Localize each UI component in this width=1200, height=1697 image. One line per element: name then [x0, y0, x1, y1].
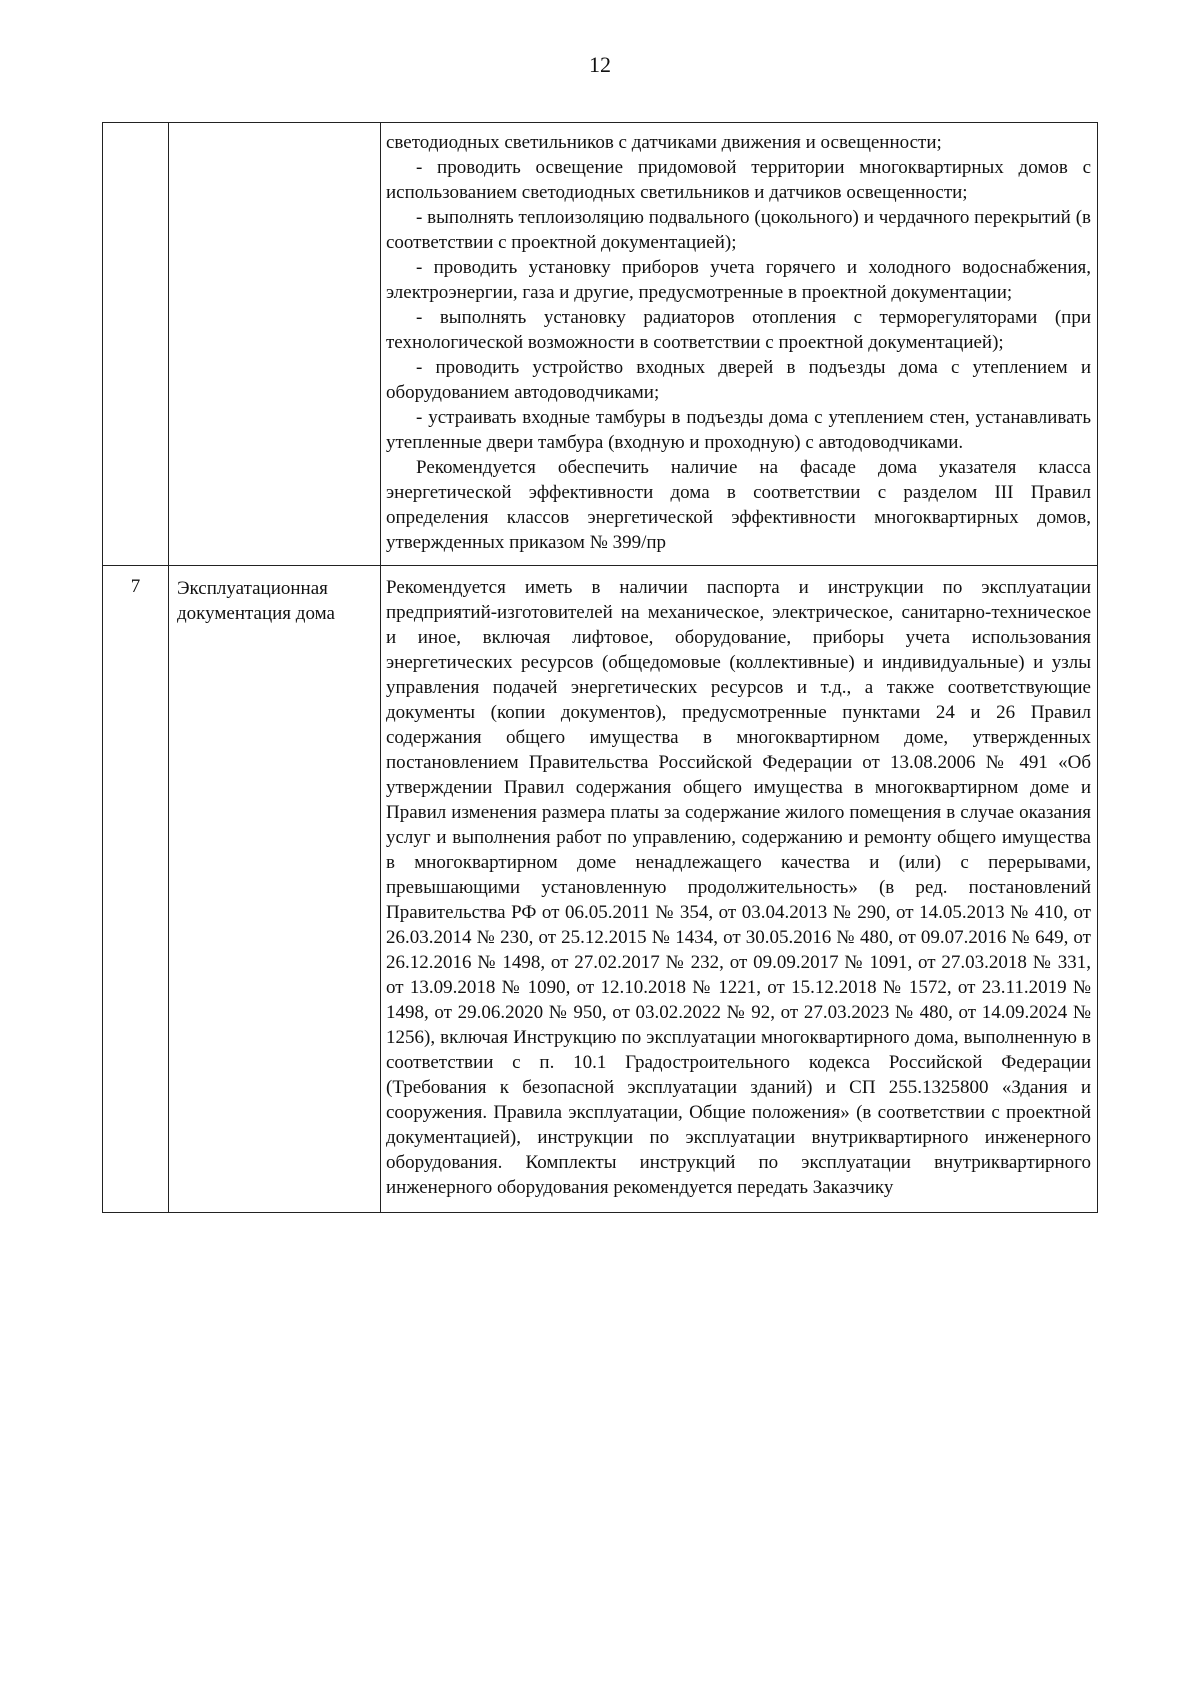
row-text-cell: [381, 566, 1098, 1213]
requirements-table: [102, 122, 1098, 1213]
list-item: - устраивать входные тамбуры в подъезды дома с утеплением стен, устанавливать утепленные двери тамбура (входную и проходную) с автодоводчиками.: [386, 407, 1091, 453]
table-row: [103, 566, 1098, 1213]
list-item: - проводить устройство входных дверей в подъезды дома с утеплением и оборудованием автодоводчиками;: [386, 357, 1091, 403]
list-item: - проводить освещение придомовой территории многоквартирных домов с использованием светодиодных светильников и датчиков освещенности;: [386, 157, 1091, 203]
paragraph: Рекомендуется иметь в наличии паспорта и инструкции по эксплуатации предприятий-изготовителей на механическое, электрическое, санитарно-техническое и иное, включая лифтовое, оборудование, приборы учета использования энергетических ресурсов (общедомовые (коллективные) и индивидуальные) и узлы управления подачей энергетических ресурсов и т.д., а также соответствующие документы (копии документов), предусмотренные пунктами 24 и 26 Правил содержания общего имущества в многоквартирном доме, утвержденных постановлением Правительства Российской Федерации от 13.08.2006 № 491 «Об утверждении Правил содержания общего имущества в многоквартирном доме и Правил изменения размера платы за содержание жилого помещения в случае оказания услуг и выполнения работ по управлению, содержанию и ремонту общего имущества в многоквартирном доме ненадлежащего качества и (или) с перерывами, превышающими установленную продолжительность» (в ред. постановлений Правительства РФ от 06.05.2011 № 354, от 03.04.2013 № 290, от 14.05.2013 № 410, от 26.03.2014 № 230, от 25.12.2015 № 1434, от 30.05.2016 № 480, от 09.07.2016 № 649, от 26.12.2016 № 1498, от 27.02.2017 № 232, от 09.09.2017 № 1091, от 27.03.2018 № 331, от 13.09.2018 № 1090, от 12.10.2018 № 1221, от 15.12.2018 № 1572, от 23.11.2019 № 1498, от 29.06.2020 № 950, от 03.02.2022 № 92, от 27.03.2023 № 480, от 14.09.2024 № 1256), включая Инструкцию по эксплуатации многоквартирного дома, выполненную в соответствии с п. 10.1 Градостроительного кодекса Российской Федерации (Требования к безопасной эксплуатации зданий) и СП 255.1325800 «Здания и сооружения. Правила эксплуатации, Общие положения» (в соответствии с проектной документацией), инструкции по эксплуатации внутриквартирного инженерного оборудования. Комплекты инструкций по эксплуатации внутриквартирного инженерного оборудования рекомендуется передать Заказчику: [386, 577, 1091, 1198]
list-item: - выполнять теплоизоляцию подвального (цокольного) и чердачного перекрытий (в соответствии с проектной документацией);: [386, 207, 1091, 253]
row-title-cell: Эксплуатационная документация дома: [169, 566, 381, 1213]
paragraph: светодиодных светильников с датчиками движения и освещенности;: [386, 132, 942, 153]
table-row: [103, 123, 1098, 566]
row-number-cell: [103, 123, 169, 566]
row-text-cell: [381, 123, 1098, 566]
row-number-cell: 7: [103, 566, 169, 1213]
list-item: - проводить установку приборов учета горячего и холодного водоснабжения, электроэнергии, газа и другие, предусмотренные в проектной документации;: [386, 257, 1091, 303]
paragraph: Рекомендуется обеспечить наличие на фасаде дома указателя класса энергетической эффективности дома в соответствии с разделом III Правил определения классов энергетической эффективности многоквартирных домов, утвержденных приказом № 399/пр: [386, 457, 1091, 553]
list-item: - выполнять установку радиаторов отопления с терморегуляторами (при технологической возможности в соответствии с проектной документацией);: [386, 307, 1091, 353]
row-title-cell: [169, 123, 381, 566]
page-number: 12: [589, 52, 611, 77]
